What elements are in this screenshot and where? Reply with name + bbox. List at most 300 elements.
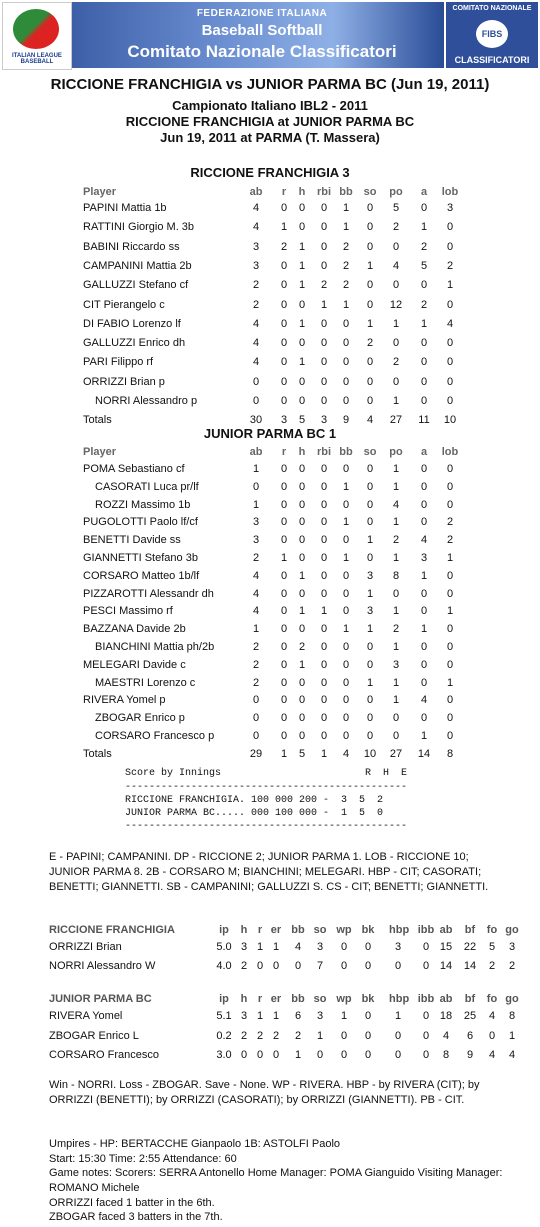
player-name: BENETTI Davide ss [83,534,181,547]
stat-cell: 0 [446,463,454,475]
stat-cell: 0 [446,730,454,742]
player-row [0,279,540,295]
player-name: GIANNETTI Stefano 3b [83,552,198,564]
header-6: po [389,446,403,458]
pitch-header-1: h [240,924,248,936]
stat-cell: 0 [298,623,306,636]
stat-cell: 4 [392,259,400,272]
pitch-cell: 1 [256,1010,264,1022]
stat-cell: 1 [366,623,374,636]
committee-name: Comitato Nazionale Classificatori [127,42,397,61]
stat-cell: 1 [366,259,374,272]
pitch-cell: 22 [463,941,477,953]
player-row [0,395,540,411]
stat-cell: 9 [342,414,350,427]
stat-cell: 4 [392,498,400,511]
stat-cell: 0 [420,712,428,725]
totals-row [0,748,540,764]
pitch-cell: 3 [316,941,324,953]
player-row [0,481,540,497]
header-4: bb [339,186,353,198]
stat-cell: 0 [446,694,454,707]
stat-cell: 0 [446,298,454,311]
stat-cell: 1 [392,694,400,707]
stat-cell: 0 [252,694,260,707]
stat-cell: 2 [420,298,428,311]
player-row [0,552,540,568]
player-row [0,499,540,515]
baseball-logo-icon [13,9,59,49]
stat-cell: 0 [420,605,428,618]
player-row [0,376,540,392]
stat-cell: 27 [389,414,403,427]
stat-cell: 0 [446,641,454,653]
stat-cell: 3 [252,259,260,272]
stat-cell: 4 [366,414,374,427]
pitcher-name: ZBOGAR Enrico L [49,1029,139,1042]
stat-cell: 1 [420,730,428,742]
pitch-cell: 0 [272,1049,280,1061]
pitch-cell: 0 [422,960,430,972]
header-0: ab [249,186,263,198]
pitcher-row [0,1049,540,1065]
stat-cell: 1 [342,221,350,234]
stat-cell: 0 [392,587,400,600]
header-5: so [363,446,377,458]
stat-cell: 0 [320,240,328,253]
pitch-cell: 3 [508,941,516,953]
championship-title: Campionato Italiano IBL2 - 2011 [172,98,368,113]
stat-cell: 0 [366,240,374,253]
pitch-cell: 0 [422,1010,430,1022]
pitch-header-11: bf [464,993,476,1005]
pitch-cell: 5.1 [216,1010,232,1022]
player-name: ZBOGAR Enrico p [95,712,185,725]
player-name: DI FABIO Lorenzo lf [83,317,181,330]
stat-cell: 1 [392,317,400,330]
pitching-header [0,924,540,940]
away-team-title: RICCIONE FRANCHIGIA 3 [190,165,350,180]
stat-cell: 0 [342,605,350,618]
header-8: lob [441,446,459,458]
stat-cell: 0 [420,463,428,475]
pitch-cell: 2 [256,1029,264,1042]
stat-cell: 2 [252,298,260,311]
stat-cell: 1 [280,747,288,760]
stat-cell: 0 [366,356,374,369]
stat-cell: 1 [392,605,400,618]
pitcher-name: CORSARO Francesco [49,1049,160,1061]
stat-cell: 0 [342,337,350,350]
pitch-cell: 14 [439,960,453,972]
stat-cell: 0 [252,375,260,388]
header-4: bb [339,446,353,458]
player-name: RATTINI Giorgio M. 3b [83,221,195,234]
stat-cell: 1 [252,498,260,511]
stat-cell: 0 [280,641,288,653]
player-row [0,356,540,372]
batting-header [0,446,540,462]
stat-cell: 4 [252,569,260,582]
stat-cell: 2 [420,240,428,253]
stat-cell: 0 [446,240,454,253]
player-name: BIANCHINI Mattia ph/2b [95,641,215,653]
player-row [0,694,540,710]
header-banner [0,0,540,70]
stat-cell: 0 [366,279,374,292]
stat-cell: 2 [446,516,454,529]
stat-cell: 0 [280,463,288,475]
matchup-title: RICCIONE FRANCHIGIA at JUNIOR PARMA BC [125,114,415,129]
pitch-cell: 2 [488,960,496,972]
stat-cell: 4 [252,337,260,350]
stat-cell: 1 [342,552,350,564]
player-row [0,241,540,257]
stat-cell: 12 [389,298,403,311]
player-name: CASORATI Luca pr/lf [95,480,199,493]
linescore-rule: ----------------------------------------------- [125,782,408,793]
stat-cell: 0 [366,202,374,214]
player-name: PIZZAROTTI Alessandr dh [83,587,214,600]
stat-cell: 8 [392,569,400,582]
player-row [0,712,540,728]
stat-cell: 0 [366,498,374,511]
player-row [0,463,540,479]
pitch-cell: 1 [294,1049,302,1061]
player-name: CORSARO Matteo 1b/lf [83,569,200,582]
federation-name: FEDERAZIONE ITALIANA [196,8,328,19]
pitch-header-4: bb [291,924,305,936]
stat-cell: 0 [320,569,328,582]
pitch-cell: 0 [272,960,280,972]
stat-cell: 1 [320,298,328,311]
stat-cell: 10 [363,747,377,760]
stat-cell: 2 [446,534,454,547]
pitch-cell: 0 [422,1029,430,1042]
player-name: CIT Pierangelo c [83,298,165,311]
stat-cell: 4 [420,694,428,707]
stat-cell: 0 [446,337,454,350]
pitch-cell: 9 [466,1049,474,1061]
stat-cell: 0 [320,623,328,636]
stat-cell: 0 [320,641,328,653]
stat-cell: 5 [298,747,306,760]
player-name: POMA Sebastiano cf [83,463,185,475]
stat-cell: 2 [252,658,260,671]
stat-cell: 0 [252,395,260,407]
player-name: Totals [83,747,112,760]
stat-cell: 1 [298,259,306,272]
stat-cell: 0 [320,480,328,493]
pitch-cell: 4 [488,1010,496,1022]
stat-cell: 0 [252,730,260,742]
linescore-away: RICCIONE FRANCHIGIA. 100 000 200 - 3 5 2 [125,795,384,806]
home-team-title: JUNIOR PARMA BC 1 [203,426,337,441]
stat-cell: 0 [280,279,288,292]
stat-cell: 0 [366,395,374,407]
stat-cell: 1 [392,641,400,653]
pitch-cell: 8 [508,1010,516,1022]
stat-cell: 0 [298,480,306,493]
pitch-cell: 0 [364,1029,372,1042]
stat-cell: 30 [249,414,263,427]
stat-cell: 4 [252,605,260,618]
pitch-header-5: so [313,993,327,1005]
header-1: r [281,446,287,458]
stat-cell: 0 [320,463,328,475]
stat-cell: 3 [280,414,288,427]
pitch-cell: 1 [394,1010,402,1022]
stat-cell: 0 [320,712,328,725]
stat-cell: 1 [420,317,428,330]
stat-cell: 1 [420,623,428,636]
pitch-cell: 0 [422,1049,430,1061]
pitch-cell: 1 [272,941,280,953]
pitch-cell: 1 [272,1010,280,1022]
stat-cell: 0 [298,694,306,707]
pitch-header-12: fo [486,924,498,936]
committee-logo [446,2,538,68]
stat-cell: 1 [366,676,374,689]
pitch-header-9: ibb [417,924,435,936]
stat-cell: 2 [252,641,260,653]
player-name: CORSARO Francesco p [95,730,215,742]
stat-cell: 0 [392,730,400,742]
stat-cell: 0 [320,552,328,564]
stat-cell: 0 [420,498,428,511]
stat-cell: 3 [320,414,328,427]
stat-cell: 0 [342,676,350,689]
pitcher-name: ORRIZZI Brian [49,941,122,953]
pitch-cell: 4 [508,1049,516,1061]
stat-cell: 0 [342,375,350,388]
stat-cell: 4 [420,534,428,547]
linescore-home: JUNIOR PARMA BC..... 000 100 000 - 1 5 0 [125,808,384,819]
stat-cell: 0 [342,395,350,407]
stat-cell: 0 [298,298,306,311]
pitcher-name: RIVERA Yomel [49,1010,123,1022]
stat-cell: 1 [392,676,400,689]
start-time: Start: 15:30 Time: 2:55 Attendance: 60 [49,1153,237,1165]
pitch-header-2: r [257,993,263,1005]
pitch-cell: 0 [340,1029,348,1042]
stat-cell: 0 [320,259,328,272]
pitch-cell: 2 [294,1029,302,1042]
pitch-cell: 0 [394,1049,402,1061]
player-row [0,318,540,334]
pitch-cell: 1 [508,1029,516,1042]
player-name: PARI Filippo rf [83,356,154,369]
stat-cell: 0 [342,569,350,582]
pitch-cell: 5.0 [216,941,232,953]
stat-cell: 1 [342,298,350,311]
stat-cell: 0 [366,641,374,653]
stat-cell: 0 [320,317,328,330]
stat-cell: 1 [342,202,350,214]
stat-cell: 0 [320,730,328,742]
stat-cell: 1 [280,552,288,564]
pitch-cell: 0 [340,1049,348,1061]
stat-cell: 2 [252,279,260,292]
stat-cell: 0 [392,712,400,725]
stat-cell: 1 [446,676,454,689]
stat-cell: 0 [342,463,350,475]
pitch-header-0: ip [219,924,229,936]
stat-cell: 1 [392,395,400,407]
pitcher-name: NORRI Alessandro W [49,960,156,972]
stat-cell: 0 [420,516,428,529]
pitch-cell: 0 [364,1049,372,1061]
stat-cell: 0 [280,498,288,511]
header-0: ab [249,446,263,458]
stat-cell: 1 [420,569,428,582]
stat-cell: 0 [320,676,328,689]
player-row [0,730,540,746]
stat-cell: 2 [252,676,260,689]
stat-cell: 0 [280,730,288,742]
stat-cell: 8 [446,747,454,760]
stat-cell: 0 [366,221,374,234]
pitcher-row [0,1010,540,1026]
stat-cell: 1 [366,317,374,330]
pitcher-row [0,960,540,976]
linescore-header: Score by Innings R H E [125,768,408,779]
header-1: r [281,186,287,198]
stat-cell: 1 [446,279,454,292]
stat-cell: 0 [366,658,374,671]
stat-cell: 0 [420,375,428,388]
pitching-notes: Win - NORRI. Loss - ZBOGAR. Save - None. WP - RIVERA. HBP - by RIVERA (CIT); by ORRIZZI (BENETTI); by ORRIZZI (CASORATI); by ORRIZZI (GIANNETTI). PB - CIT. [49,1079,480,1106]
stat-cell: 0 [320,375,328,388]
player-name: PAPINI Mattia 1b [83,202,167,214]
pitch-cell: 4 [442,1029,450,1042]
stat-cell: 2 [366,337,374,350]
stat-cell: 0 [342,730,350,742]
stat-cell: 0 [392,240,400,253]
stat-cell: 0 [342,658,350,671]
player-name: MAESTRI Lorenzo c [95,676,196,689]
player-name: CAMPANINI Mattia 2b [83,259,192,272]
header-2: h [298,186,306,198]
pitch-cell: 0 [364,1010,372,1022]
batting-header [0,186,540,202]
header-5: so [363,186,377,198]
pitch-cell: 7 [316,960,324,972]
stat-cell: 4 [342,747,350,760]
game-notes: E - PAPINI; CAMPANINI. DP - RICCIONE 2; JUNIOR PARMA 1. LOB - RICCIONE 10; JUNIOR PARMA 8. 2B - CORSARO M; BIANCHINI; MELEGARI. HBP - CIT; CASORATI; BENETTI; GIANNETTI. SB - CAMPANINI; GALLUZZI S. CS - CIT; BENETTI; GIANNETTI. [49,851,489,893]
stat-cell: 0 [366,694,374,707]
player-row [0,299,540,315]
player-row [0,570,540,586]
stat-cell: 0 [446,623,454,636]
player-row [0,588,540,604]
stat-cell: 0 [420,658,428,671]
player-row [0,641,540,657]
player-name: RIVERA Yomel p [83,694,166,707]
pitch-cell: 25 [463,1010,477,1022]
pitch-header-4: bb [291,993,305,1005]
stat-cell: 0 [298,730,306,742]
stat-cell: 2 [342,279,350,292]
pitch-header-8: hbp [389,924,410,936]
pitch-cell: 3.0 [216,1049,232,1061]
stat-cell: 0 [366,463,374,475]
pitch-header-6: wp [336,924,352,936]
stat-cell: 0 [420,356,428,369]
date-venue: Jun 19, 2011 at PARMA (T. Massera) [160,130,380,145]
player-name: BAZZANA Davide 2b [83,623,186,636]
stat-cell: 0 [342,712,350,725]
player-row [0,623,540,639]
pitch-cell: 0 [256,1049,264,1061]
stat-cell: 0 [392,337,400,350]
stat-cell: 0 [280,202,288,214]
player-name: PESCI Massimo rf [83,605,173,618]
stat-cell: 0 [446,356,454,369]
stat-cell: 0 [446,221,454,234]
stat-cell: 2 [280,240,288,253]
pitch-cell: 14 [463,960,477,972]
stat-cell: 0 [342,534,350,547]
stat-cell: 0 [342,641,350,653]
stat-cell: 0 [342,317,350,330]
pitch-header-2: r [257,924,263,936]
stat-cell: 2 [298,641,306,653]
federation-sport: Baseball Softball [201,22,323,39]
pitch-header-3: er [270,993,282,1005]
stat-cell: 0 [366,516,374,529]
pitch-cell: 3 [240,1010,248,1022]
player-row [0,659,540,675]
stat-cell: 0 [420,202,428,214]
stat-cell: 0 [320,395,328,407]
stat-cell: 0 [420,676,428,689]
stat-cell: 1 [298,658,306,671]
player-name: MELEGARI Davide c [83,658,186,671]
stat-cell: 1 [420,221,428,234]
pitch-cell: 0 [240,1049,248,1061]
pitch-header-11: bf [464,924,476,936]
stat-cell: 0 [446,587,454,600]
pitch-cell: 0 [340,960,348,972]
stat-cell: 0 [420,279,428,292]
stat-cell: 0 [280,658,288,671]
stat-cell: 0 [298,395,306,407]
stat-cell: 0 [252,712,260,725]
player-row [0,221,540,237]
stat-cell: 0 [280,676,288,689]
stat-cell: 0 [298,534,306,547]
player-row [0,202,540,218]
stat-cell: 0 [366,552,374,564]
stat-cell: 0 [280,712,288,725]
stat-cell: 1 [446,552,454,564]
stat-cell: 0 [298,552,306,564]
stat-cell: 1 [298,605,306,618]
player-name: PUGOLOTTI Paolo lf/cf [83,516,198,529]
player-name: GALLUZZI Stefano cf [83,279,189,292]
stat-cell: 0 [320,202,328,214]
pitching-team: RICCIONE FRANCHIGIA [49,924,175,936]
pitch-cell: 2 [508,960,516,972]
fibs-seal-text: FIBS [481,29,503,39]
stat-cell: 1 [342,480,350,493]
pitch-cell: 4.0 [216,960,232,972]
stat-cell: 0 [320,587,328,600]
pitch-cell: 4 [294,941,302,953]
pitch-header-3: er [270,924,282,936]
stat-cell: 0 [280,375,288,388]
